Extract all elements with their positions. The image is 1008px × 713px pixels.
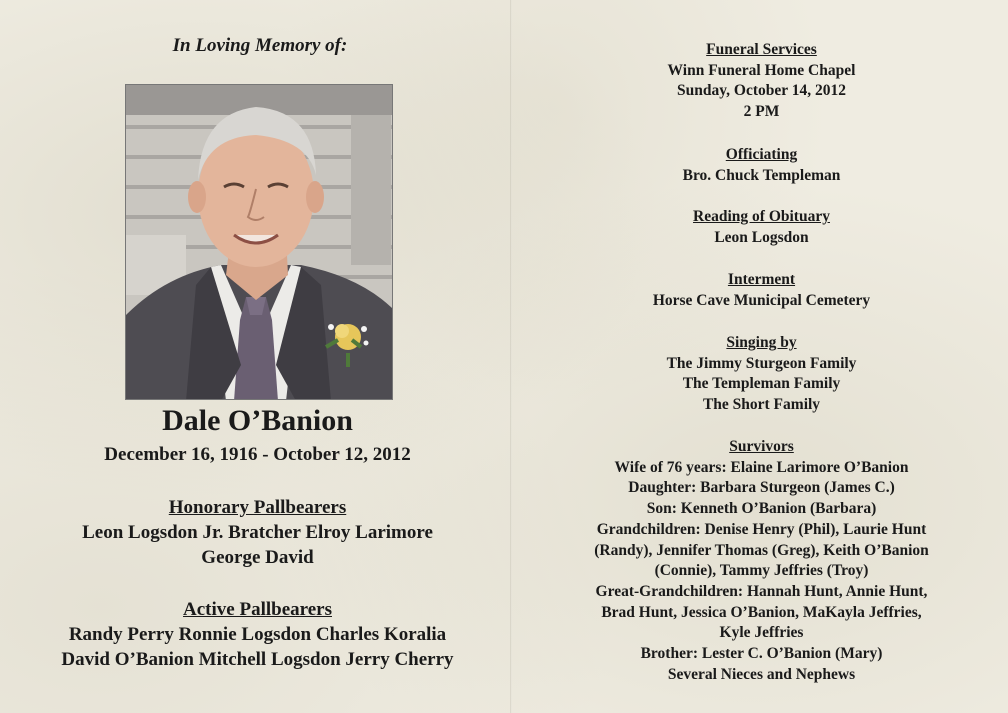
singing-section (515, 333, 1008, 416)
survivors-line: Brother: Lester C. O’Banion (Mary) (640, 645, 883, 663)
interment-line: Horse Cave Municipal Cemetery (652, 291, 871, 309)
honorary-pallbearers-line: George David (201, 547, 314, 568)
active-pallbearers-line: Randy Perry Ronnie Logsdon Charles Koralia (68, 624, 447, 645)
survivors-line: Wife of 76 years: Elaine Larimore O’Banion (614, 458, 909, 476)
active-pallbearers-line: David O’Banion Mitchell Logsdon Jerry Cherry (61, 649, 454, 670)
survivors-line: Son: Kenneth O’Banion (Barbara) (646, 500, 877, 518)
honorary-pallbearers-section (0, 495, 515, 570)
funeral-services-section (515, 40, 1008, 123)
memory-heading: In Loving Memory of: (172, 35, 348, 56)
honorary-pallbearers-line: Leon Logsdon Jr. Bratcher Elroy Larimore (82, 522, 433, 543)
survivors-line: Great-Grandchildren: Hannah Hunt, Annie Hunt, (595, 582, 928, 600)
survivors-line: Grandchildren: Denise Henry (Phil), Laurie Hunt (596, 520, 927, 538)
life-dates: December 16, 1916 - October 12, 2012 (104, 444, 411, 465)
funeral-services-line: 2 PM (743, 103, 780, 121)
deceased-name: Dale O’Banion (162, 404, 353, 437)
interment-section (515, 270, 1008, 311)
funeral-services-line: Sunday, October 14, 2012 (677, 82, 846, 100)
singing-line: The Short Family (702, 396, 821, 414)
survivors-line: (Connie), Tammy Jeffries (Troy) (654, 562, 869, 580)
funeral-services-title: Funeral Services (706, 41, 817, 58)
survivors-section (515, 437, 1008, 685)
officiating-title: Officiating (725, 146, 798, 163)
survivors-line: Several Nieces and Nephews (667, 665, 856, 683)
survivors-title: Survivors (729, 438, 794, 455)
survivors-line: Daughter: Barbara Sturgeon (James C.) (628, 479, 895, 497)
survivors-line: (Randy), Jennifer Thomas (Greg), Keith O’Banion (594, 541, 929, 559)
obituary-title: Reading of Obituary (693, 208, 830, 225)
active-pallbearers-section (0, 597, 515, 672)
officiating-section (515, 145, 1008, 186)
honorary-pallbearers-title: Honorary Pallbearers (168, 497, 347, 518)
survivors-line: Kyle Jeffries (719, 624, 804, 642)
active-pallbearers-title: Active Pallbearers (183, 599, 332, 620)
survivors-line: Brad Hunt, Jessica O’Banion, MaKayla Jeffries, (601, 603, 922, 621)
obituary-section (515, 207, 1008, 248)
obituary-line: Leon Logsdon (714, 228, 809, 246)
interment-title: Interment (727, 271, 796, 288)
singing-line: The Jimmy Sturgeon Family (666, 354, 857, 372)
funeral-services-line: Winn Funeral Home Chapel (667, 61, 856, 79)
singing-title: Singing by (726, 334, 797, 351)
portrait-photo (125, 84, 393, 400)
officiating-line: Bro. Chuck Templeman (682, 166, 841, 184)
singing-line: The Templeman Family (682, 375, 841, 393)
